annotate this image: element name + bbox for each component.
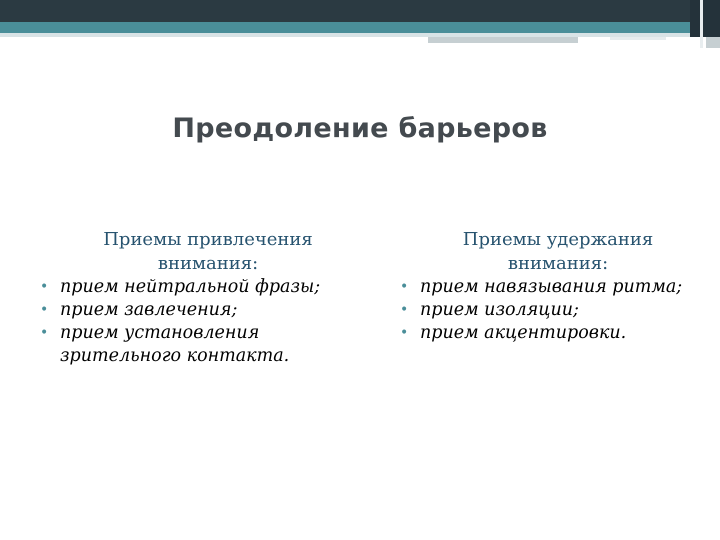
bullet-icon: • <box>400 302 409 318</box>
list-item <box>40 276 370 299</box>
list-item <box>40 322 370 368</box>
right-column-list <box>400 276 710 345</box>
list-item-text: прием навязывания ритма; <box>420 277 683 297</box>
header-teal-band <box>0 22 720 33</box>
bullet-icon: • <box>40 325 49 341</box>
list-item <box>400 299 710 322</box>
slide-title: Преодоление барьеров <box>172 113 548 144</box>
list-item <box>400 322 710 345</box>
bullet-icon: • <box>400 279 409 295</box>
right-column-heading: Приемы удержания внимания: <box>462 229 654 274</box>
list-item-text: прием установления зрительного контакта. <box>60 323 290 366</box>
header-light-accent <box>610 37 666 40</box>
bullet-icon: • <box>400 325 409 341</box>
left-column-list <box>40 276 370 368</box>
header-corner-block <box>690 0 720 37</box>
right-column <box>400 228 710 345</box>
list-item-text: прием изоляции; <box>420 300 579 320</box>
list-item <box>40 299 370 322</box>
header-corner-line <box>700 0 703 48</box>
list-item-text: прием нейтральной фразы; <box>60 277 321 297</box>
header-corner-accent <box>706 37 720 48</box>
list-item <box>400 276 710 299</box>
list-item-text: прием завлечения; <box>60 300 238 320</box>
bullet-icon: • <box>40 279 49 295</box>
header-gray-accent <box>428 37 578 43</box>
list-item-text: прием акцентировки. <box>420 323 627 343</box>
left-column-heading: Приемы привлечения внимания: <box>103 229 313 274</box>
left-column <box>40 228 370 368</box>
bullet-icon: • <box>40 302 49 318</box>
header-dark-band <box>0 0 720 22</box>
